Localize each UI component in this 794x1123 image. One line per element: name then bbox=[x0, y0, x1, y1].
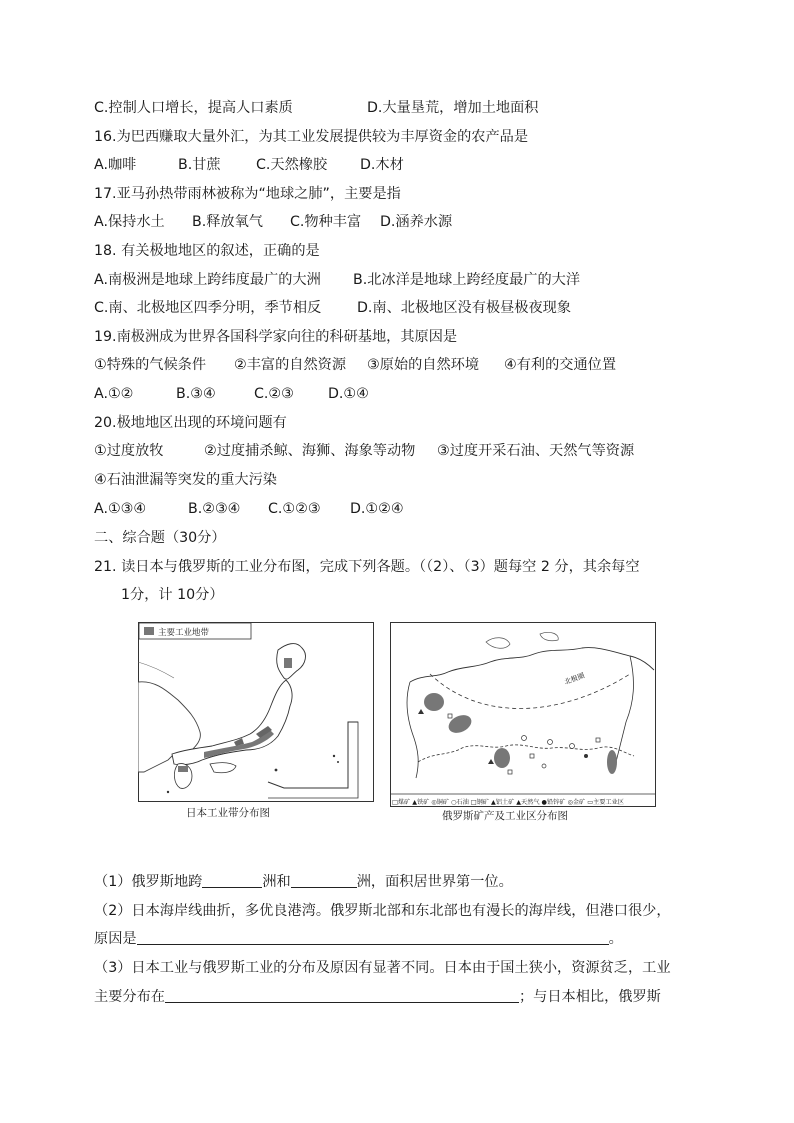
q19-stem: 19.南极洲成为世界各国科学家向往的科研基地，其原因是 bbox=[94, 329, 458, 345]
q21-part3-blank[interactable] bbox=[165, 988, 519, 1003]
q21-part3-cont bbox=[94, 987, 661, 1007]
q20-option-c: C.①②③ bbox=[268, 501, 321, 517]
q18-options-ab bbox=[94, 270, 581, 290]
q19-statement-3: ③原始的自然环境 bbox=[367, 357, 480, 373]
q19-statement-4: ④有利的交通位置 bbox=[504, 357, 617, 373]
q21-part1-text-b: 洲和 bbox=[262, 874, 291, 890]
q15-option-d: D.大量垦荒，增加土地面积 bbox=[367, 100, 539, 116]
q21-stem: 21. 读日本与俄罗斯的工业分布图，完成下列各题。（（2）、（3）题每空 2 分，其余每空 bbox=[94, 559, 640, 575]
q19-statements bbox=[94, 355, 616, 375]
q19-statement-2: ②丰富的自然资源 bbox=[234, 357, 347, 373]
q21-part2-end: 。 bbox=[608, 931, 623, 947]
q21-part3-text-a: 主要分布在 bbox=[94, 989, 165, 1005]
russia-map-graphic bbox=[390, 622, 656, 807]
q19-option-c: C.②③ bbox=[254, 386, 294, 402]
q17-option-a: A.保持水土 bbox=[94, 214, 165, 230]
q16-option-d: D.木材 bbox=[360, 157, 404, 173]
q20-statements bbox=[94, 441, 634, 461]
q17-option-c: C.物种丰富 bbox=[290, 214, 362, 230]
q20-option-b: B.②③④ bbox=[188, 501, 241, 517]
q16-stem: 16.为巴西赚取大量外汇，为其工业发展提供较为丰厚资金的农产品是 bbox=[94, 129, 529, 145]
q19-options bbox=[94, 384, 369, 404]
russia-map-caption: 俄罗斯矿产及工业区分布图 bbox=[442, 810, 568, 822]
q15-option-c: C.控制人口增长，提高人口素质 bbox=[94, 100, 293, 116]
q18-option-c: C.南、北极地区四季分明，季节相反 bbox=[94, 300, 322, 316]
q20-option-d: D.①②④ bbox=[350, 501, 404, 517]
q21-part1-text-a: （1）俄罗斯地跨 bbox=[94, 874, 203, 890]
japan-legend-label: 主要工业地带 bbox=[158, 628, 210, 638]
q15-options-cd bbox=[94, 98, 539, 118]
q21-part2-text: 原因是 bbox=[94, 931, 137, 947]
q17-option-d: D.涵养水源 bbox=[380, 214, 453, 230]
q16-option-c: C.天然橡胶 bbox=[256, 157, 328, 173]
q21-part3-text-b: ；与日本相比，俄罗斯 bbox=[518, 989, 661, 1005]
q20-statement-3: ③过度开采石油、天然气等资源 bbox=[437, 443, 635, 459]
q20-stem: 20.极地地区出现的环境问题有 bbox=[94, 415, 287, 431]
arctic-circle-label: 北极圈 bbox=[563, 671, 586, 687]
q19-option-d: D.①④ bbox=[328, 386, 369, 402]
russia-legend: □煤矿 ▲铁矿 ◎铜矿 ○石油 □钢矿 ▲铝土矿 ▲天然气 ●铅锌矿 ◎金矿 ▭主要工业区 bbox=[392, 799, 624, 806]
q20-statement-4: ④石油泄漏等突发的重大污染 bbox=[94, 472, 277, 488]
q17-option-b: B.释放氧气 bbox=[192, 214, 263, 230]
q21-part1-blank-1[interactable] bbox=[202, 873, 262, 888]
q21-part2: （2）日本海岸线曲折，多优良港湾。俄罗斯北部和东北部也有漫长的海岸线，但港口很少， bbox=[94, 903, 671, 919]
q20-option-a: A.①③④ bbox=[94, 501, 147, 517]
q18-option-b: B.北冰洋是地球上跨经度最广的大洋 bbox=[353, 272, 581, 288]
q19-statement-1: ①特殊的气候条件 bbox=[94, 357, 207, 373]
q21-stem-cont: 1分，计 10分） bbox=[121, 587, 224, 603]
q16-option-b: B.甘蔗 bbox=[178, 157, 221, 173]
russia-map bbox=[390, 622, 656, 807]
q19-option-a: A.①② bbox=[94, 386, 134, 402]
q16-option-a: A.咖啡 bbox=[94, 157, 137, 173]
q17-options bbox=[94, 212, 452, 232]
q20-statement-4-line bbox=[94, 470, 277, 490]
japan-map-graphic bbox=[138, 622, 374, 802]
q21-part1-text-c: 洲，面积居世界第一位。 bbox=[356, 874, 513, 890]
q18-option-a: A.南极洲是地球上跨纬度最广的大洲 bbox=[94, 272, 321, 288]
japan-map-caption: 日本工业带分布图 bbox=[186, 807, 270, 819]
q19-option-b: B.③④ bbox=[176, 386, 216, 402]
q21-part2-cont bbox=[94, 929, 623, 949]
q18-option-d: D.南、北极地区没有极昼极夜现象 bbox=[357, 300, 572, 316]
q20-statement-2: ②过度捕杀鲸、海狮、海象等动物 bbox=[204, 443, 416, 459]
q20-options bbox=[94, 499, 404, 519]
q18-options-cd bbox=[94, 298, 572, 318]
q21-part3: （3）日本工业与俄罗斯工业的分布及原因有显著不同。日本由于国土狭小，资源贫乏，工业 bbox=[94, 960, 671, 976]
q17-stem: 17.亚马孙热带雨林被称为“地球之肺”，主要是指 bbox=[94, 186, 401, 202]
q21-part2-blank[interactable] bbox=[137, 930, 609, 945]
q20-statement-1: ①过度放牧 bbox=[94, 443, 164, 459]
q16-options bbox=[94, 155, 404, 175]
q18-stem: 18. 有关极地地区的叙述，正确的是 bbox=[94, 243, 320, 259]
q21-part1 bbox=[94, 872, 513, 892]
japan-map bbox=[138, 622, 374, 802]
section-heading: 二、综合题（30分） bbox=[94, 530, 226, 546]
q21-part1-blank-2[interactable] bbox=[291, 873, 357, 888]
